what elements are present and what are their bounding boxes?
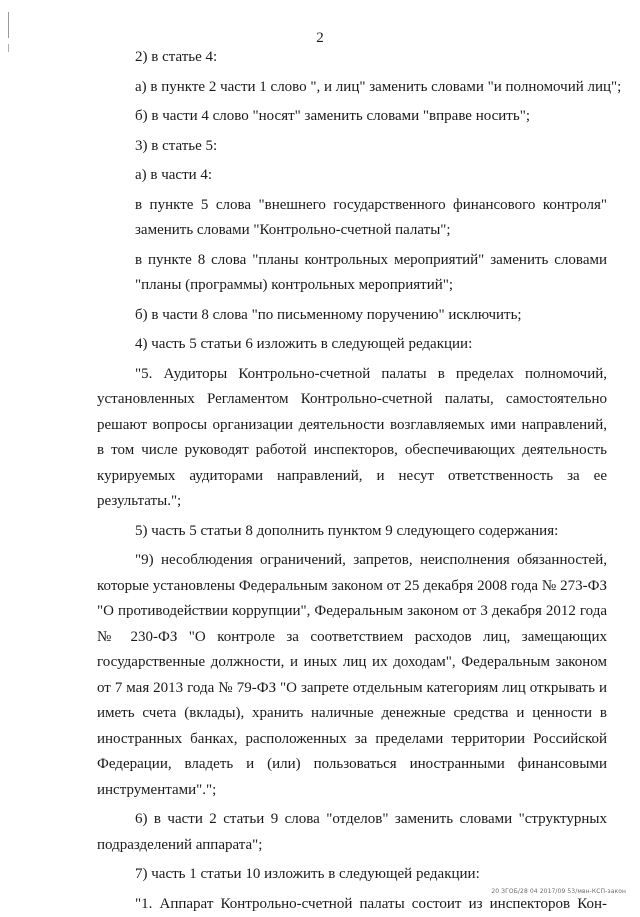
paragraph: "9) несоблюдения ограничений, запретов, неисполнения обязанностей, которые установлены Федеральным законом от 25 декабря 2008 года № 273-ФЗ "О противодействии коррупции", Федеральным законом от 3 декабря 2012 года № 230-ФЗ "О контроле за соответствием расходов лиц, замещающих государственные должности, и иных лиц их доходам", Федеральным законом от 7 мая 2013 года № 79-ФЗ "О запрете отдельным категориям лиц открывать и иметь счета (вклады), хранить наличные денежные средства и ценности в иностранных банках, расположенных за пределами территории Российской Федерации, владеть и (или) пользоваться иностранными финансовыми инструментами"."; [97,548,607,803]
paragraph: 3) в статье 5: [97,134,607,160]
paragraph: "1. Аппарат Контрольно-счетной палаты состоит из инспекторов Кон- [97,892,607,917]
paragraph: 6) в части 2 статьи 9 слова "отделов" заменить словами "структурных подразделений аппарата"; [97,807,607,858]
paragraph: 7) часть 1 статьи 10 изложить в следующей редакции: [97,862,607,888]
paragraph: 5) часть 5 статьи 8 дополнить пунктом 9 следующего содержания: [97,519,607,545]
paragraph: а) в пункте 2 части 1 слово ", и лиц" заменить словами "и полномочий лиц"; [97,75,607,101]
paragraph: б) в части 4 слово "носят" заменить словами "вправе носить"; [97,104,607,130]
paragraph: 2) в статье 4: [97,45,607,71]
paragraph: в пункте 5 слова "внешнего государственного финансового контроля" заменить словами "Контрольно-счетной палаты"; [97,193,607,244]
footer-stamp: 20 ЗГОБ/28 04 2017/09 53/мвн-КСП-закон [491,888,626,895]
paragraph: "5. Аудиторы Контрольно-счетной палаты в пределах полномочий, установленных Регламентом Контрольно-счетной палаты, самостоятельно решают вопросы организации деятельности возглавляемых ими направлений, в том числе руководят работой инспекторов, обеспечивающих деятельность курируемых аудиторами направлений, и несут ответственность за ее результаты."; [97,362,607,515]
page-number: 2 [0,30,640,47]
document-body [97,45,607,917]
paragraph: а) в части 4: [97,163,607,189]
paragraph: б) в части 8 слова "по письменному поручению" исключить; [97,303,607,329]
paragraph: 4) часть 5 статьи 6 изложить в следующей редакции: [97,332,607,358]
paragraph: в пункте 8 слова "планы контрольных мероприятий" заменить словами "планы (программы) контрольных мероприятий"; [97,248,607,299]
